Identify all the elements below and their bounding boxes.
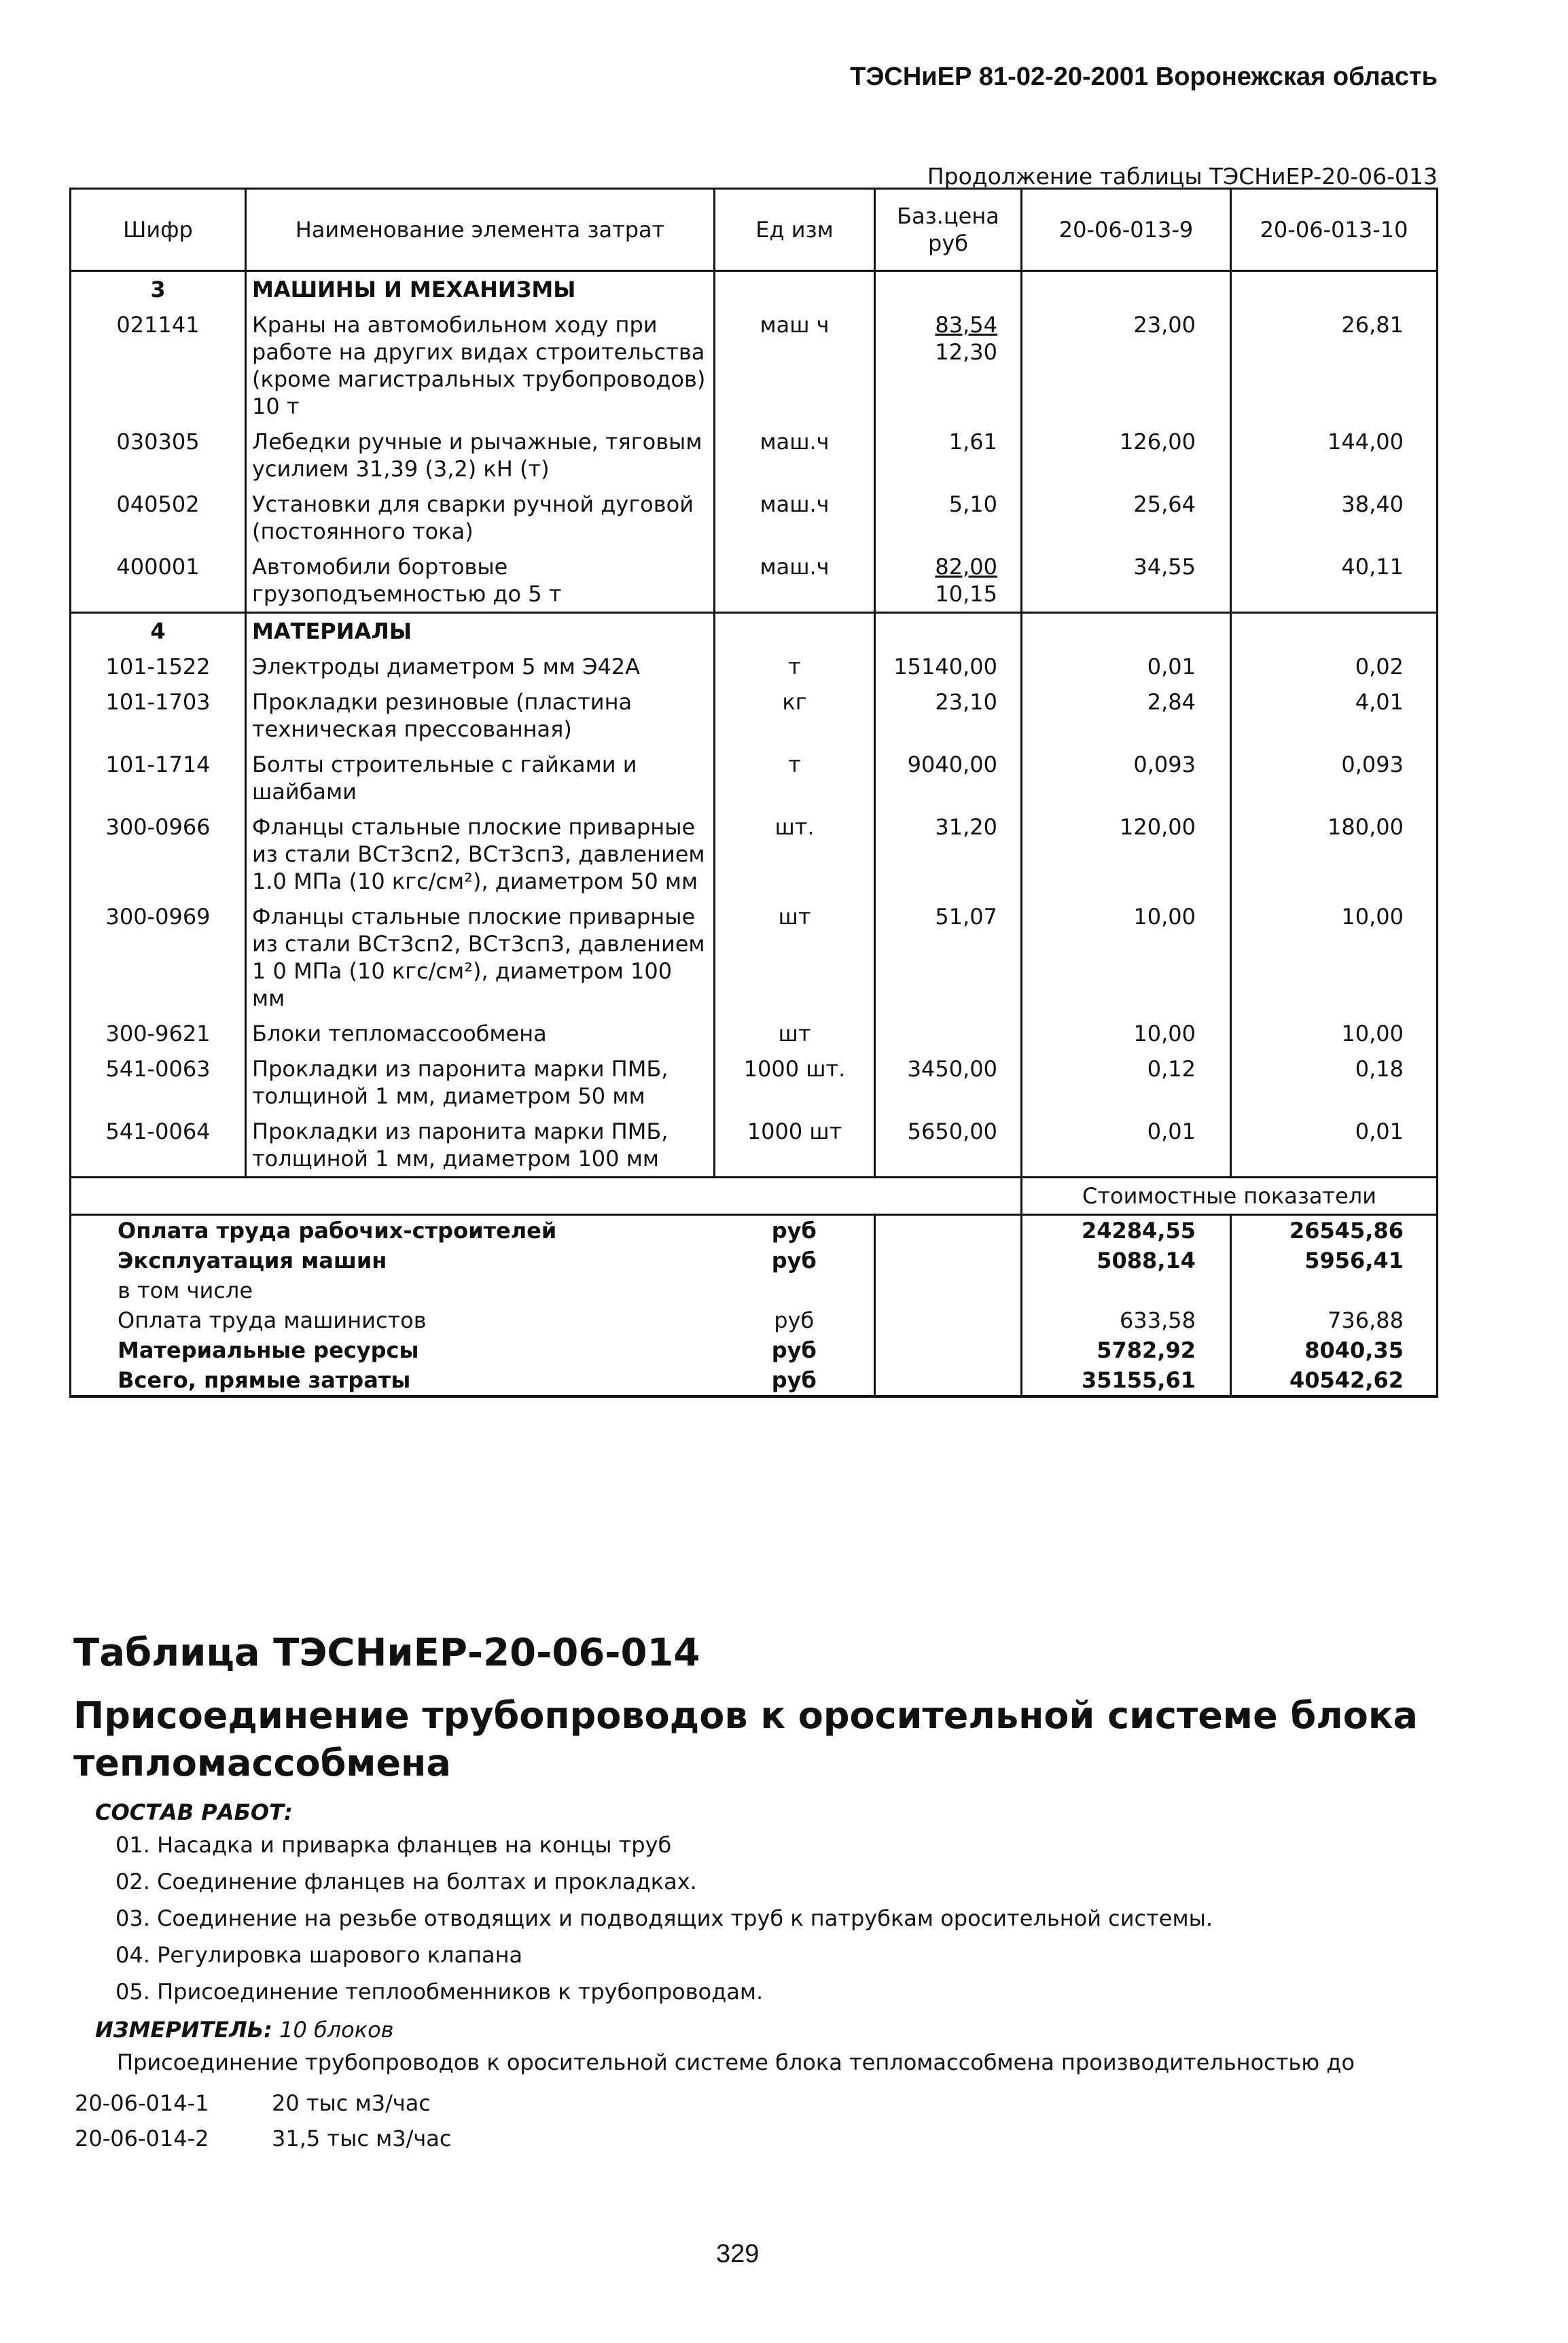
row-price [875, 549, 1022, 613]
table-row [71, 307, 1438, 424]
row-name: Фланцы стальные плоские приварные из стали ВСт3сп2, ВСт3сп3, давлением 1.0 МПа (10 кгс/см²), диаметром 50 мм [246, 809, 715, 899]
table-row [71, 809, 1438, 899]
work-item: 04. Регулировка шарового клапана [115, 1942, 523, 1968]
cost-header: Стоимостные показатели [1022, 1178, 1438, 1215]
row-price: 1,61 [875, 424, 1022, 487]
row-unit: маш.ч [715, 549, 875, 613]
row-value-2: 4,01 [1231, 684, 1438, 747]
cost-value-2: 736,88 [1231, 1305, 1438, 1335]
cost-label: в том числе [71, 1275, 715, 1305]
table-row [71, 424, 1438, 487]
cost-row [71, 1275, 1438, 1305]
work-item: 02. Соединение фланцев на болтах и прокладках. [115, 1869, 697, 1895]
col-header-price: Баз.цена руб [875, 189, 1022, 271]
cost-row [71, 1365, 1438, 1396]
row-value-2: 26,81 [1231, 307, 1438, 424]
cost-row [71, 1246, 1438, 1275]
row-name: Установки для сварки ручной дуговой (постоянного тока) [246, 487, 715, 549]
row-cipher: 541-0063 [71, 1051, 246, 1114]
cost-value-1: 5088,14 [1022, 1246, 1231, 1275]
section-header-row [71, 613, 1438, 650]
price-top: 83,54 [935, 312, 997, 338]
row-name: Фланцы стальные плоские приварные из стали ВСт3сп2, ВСт3сп3, давлением 1 0 МПа (10 кгс/см²), диаметром 100 мм [246, 899, 715, 1016]
table-row [71, 1114, 1438, 1178]
row-name: Прокладки из паронита марки ПМБ, толщиной 1 мм, диаметром 50 мм [246, 1051, 715, 1114]
section-title: МАШИНЫ И МЕХАНИЗМЫ [246, 271, 715, 308]
row-price: 5,10 [875, 487, 1022, 549]
row-name: Блоки тепломассообмена [246, 1016, 715, 1051]
price-bottom: 10,15 [935, 581, 997, 607]
cost-label: Материальные ресурсы [71, 1335, 715, 1365]
price-bottom: 12,30 [935, 339, 997, 365]
cost-unit: руб [715, 1335, 875, 1365]
empty-cell [875, 1275, 1022, 1305]
row-cipher: 300-0966 [71, 809, 246, 899]
row-unit: 1000 шт. [715, 1051, 875, 1114]
row-value-2: 38,40 [1231, 487, 1438, 549]
cost-label: Всего, прямые затраты [71, 1365, 715, 1396]
cost-value-2 [1231, 1275, 1438, 1305]
cost-unit: руб [715, 1215, 875, 1246]
row-cipher: 400001 [71, 549, 246, 613]
cost-value-1: 5782,92 [1022, 1335, 1231, 1365]
col-header-unit: Ед изм [715, 189, 875, 271]
empty-cell [875, 271, 1022, 308]
col-header-name: Наименование элемента затрат [246, 189, 715, 271]
row-cipher: 541-0064 [71, 1114, 246, 1178]
row-name: Лебедки ручные и рычажные, тяговым усилием 31,39 (3,2) кН (т) [246, 424, 715, 487]
empty-cell [875, 1246, 1022, 1275]
norm-code: 20-06-014-2 [75, 2126, 209, 2151]
empty-cell [1022, 271, 1231, 308]
table-continuation-note: Продолжение таблицы ТЭСНиЕР-20-06-013 [927, 163, 1438, 190]
table-row [71, 649, 1438, 684]
row-value-2: 40,11 [1231, 549, 1438, 613]
row-price: 31,20 [875, 809, 1022, 899]
row-value-1: 34,55 [1022, 549, 1231, 613]
row-cipher: 030305 [71, 424, 246, 487]
col-header-v2: 20-06-013-10 [1231, 189, 1438, 271]
row-unit: шт [715, 899, 875, 1016]
row-value-2: 10,00 [1231, 1016, 1438, 1051]
cost-unit: руб [715, 1246, 875, 1275]
row-value-2: 144,00 [1231, 424, 1438, 487]
resource-table [69, 188, 1438, 1398]
empty-cell [71, 1178, 1022, 1215]
work-item: 01. Насадка и приварка фланцев на концы труб [115, 1832, 672, 1858]
table-row [71, 1016, 1438, 1051]
row-cipher: 300-9621 [71, 1016, 246, 1051]
row-unit: маш ч [715, 307, 875, 424]
cost-label: Оплата труда машинистов [71, 1305, 715, 1335]
row-value-1: 0,12 [1022, 1051, 1231, 1114]
table-row [71, 1051, 1438, 1114]
cost-value-2: 5956,41 [1231, 1246, 1438, 1275]
table-header-row [71, 189, 1438, 271]
row-value-2: 0,093 [1231, 747, 1438, 809]
cost-unit: руб [715, 1305, 875, 1335]
row-value-1: 126,00 [1022, 424, 1231, 487]
page-header: ТЭСНиЕР 81-02-20-2001 Воронежская область [850, 63, 1438, 91]
row-value-2: 10,00 [1231, 899, 1438, 1016]
row-name: Прокладки резиновые (пластина техническая прессованная) [246, 684, 715, 747]
norm-value: 31,5 тыс м3/час [272, 2126, 452, 2151]
row-unit: т [715, 649, 875, 684]
row-unit: шт. [715, 809, 875, 899]
norm-value: 20 тыс м3/час [272, 2090, 431, 2116]
row-value-2: 180,00 [1231, 809, 1438, 899]
cost-label: Оплата труда рабочих-строителей [71, 1215, 715, 1246]
cost-value-2: 26545,86 [1231, 1215, 1438, 1246]
row-unit: маш.ч [715, 487, 875, 549]
empty-cell [715, 271, 875, 308]
row-unit: маш.ч [715, 424, 875, 487]
row-cipher: 101-1522 [71, 649, 246, 684]
meter-value: 10 блоков [279, 2017, 394, 2043]
row-price: 9040,00 [875, 747, 1022, 809]
empty-cell [875, 613, 1022, 650]
section-header-row [71, 271, 1438, 308]
price-top: 82,00 [935, 554, 997, 580]
table-row [71, 487, 1438, 549]
empty-cell [1022, 613, 1231, 650]
row-name: Автомобили бортовые грузоподъемностью до 5 т [246, 549, 715, 613]
page-number: 329 [716, 2240, 760, 2268]
empty-cell [1231, 271, 1438, 308]
section-title: МАТЕРИАЛЫ [246, 613, 715, 650]
cost-value-1: 633,58 [1022, 1305, 1231, 1335]
row-name: Прокладки из паронита марки ПМБ, толщиной 1 мм, диаметром 100 мм [246, 1114, 715, 1178]
table-row [71, 684, 1438, 747]
cost-label: Эксплуатация машин [71, 1246, 715, 1275]
cost-row [71, 1335, 1438, 1365]
cost-value-1: 35155,61 [1022, 1365, 1231, 1396]
row-cipher: 021141 [71, 307, 246, 424]
work-item: 05. Присоединение теплообменников к трубопроводам. [115, 1979, 764, 2005]
row-price [875, 1016, 1022, 1051]
empty-cell [1231, 613, 1438, 650]
row-value-1: 120,00 [1022, 809, 1231, 899]
description: Присоединение трубопроводов к оросительной системе блока тепломассобмена производительностью до [117, 2049, 1355, 2075]
row-price: 3450,00 [875, 1051, 1022, 1114]
row-value-1: 10,00 [1022, 1016, 1231, 1051]
row-cipher: 101-1703 [71, 684, 246, 747]
row-value-2: 0,18 [1231, 1051, 1438, 1114]
row-price: 15140,00 [875, 649, 1022, 684]
cost-header-row [71, 1178, 1438, 1215]
table-row [71, 549, 1438, 613]
row-value-2: 0,02 [1231, 649, 1438, 684]
table-subtitle: Присоединение трубопроводов к оросительной системе блока тепломассобмена [73, 1694, 1418, 1784]
col-header-cipher: Шифр [71, 189, 246, 271]
cost-unit [715, 1275, 875, 1305]
row-unit: кг [715, 684, 875, 747]
row-price: 23,10 [875, 684, 1022, 747]
table-row [71, 899, 1438, 1016]
row-price: 51,07 [875, 899, 1022, 1016]
row-cipher: 101-1714 [71, 747, 246, 809]
meter-line [95, 2017, 394, 2043]
cost-value-2: 8040,35 [1231, 1335, 1438, 1365]
row-value-1: 0,01 [1022, 1114, 1231, 1178]
empty-cell [875, 1365, 1022, 1396]
row-name: Краны на автомобильном ходу при работе на других видах строительства (кроме магистральных трубопроводов) 10 т [246, 307, 715, 424]
empty-cell [715, 613, 875, 650]
section-code: 3 [71, 271, 246, 308]
row-value-1: 10,00 [1022, 899, 1231, 1016]
row-unit: 1000 шт [715, 1114, 875, 1178]
row-name: Болты строительные с гайками и шайбами [246, 747, 715, 809]
row-value-2: 0,01 [1231, 1114, 1438, 1178]
row-value-1: 25,64 [1022, 487, 1231, 549]
cost-row [71, 1215, 1438, 1246]
row-value-1: 0,01 [1022, 649, 1231, 684]
table-title: Таблица ТЭСНиЕР-20-06-014 [73, 1631, 700, 1675]
row-unit: т [715, 747, 875, 809]
cost-row [71, 1305, 1438, 1335]
cost-unit: руб [715, 1365, 875, 1396]
empty-cell [875, 1335, 1022, 1365]
empty-cell [875, 1215, 1022, 1246]
row-cipher: 300-0969 [71, 899, 246, 1016]
col-header-v1: 20-06-013-9 [1022, 189, 1231, 271]
work-item: 03. Соединение на резьбе отводящих и подводящих труб к патрубкам оросительной системы. [115, 1905, 1213, 1931]
row-value-1: 23,00 [1022, 307, 1231, 424]
cost-value-1: 24284,55 [1022, 1215, 1231, 1246]
row-cipher: 040502 [71, 487, 246, 549]
section-code: 4 [71, 613, 246, 650]
row-price: 5650,00 [875, 1114, 1022, 1178]
row-price [875, 307, 1022, 424]
cost-value-2: 40542,62 [1231, 1365, 1438, 1396]
norm-code: 20-06-014-1 [75, 2090, 209, 2116]
cost-value-1 [1022, 1275, 1231, 1305]
meter-label: ИЗМЕРИТЕЛЬ: [95, 2017, 272, 2043]
works-label: СОСТАВ РАБОТ: [95, 1799, 293, 1825]
row-name: Электроды диаметром 5 мм Э42А [246, 649, 715, 684]
row-unit: шт [715, 1016, 875, 1051]
row-value-1: 0,093 [1022, 747, 1231, 809]
row-value-1: 2,84 [1022, 684, 1231, 747]
table-row [71, 747, 1438, 809]
empty-cell [875, 1305, 1022, 1335]
